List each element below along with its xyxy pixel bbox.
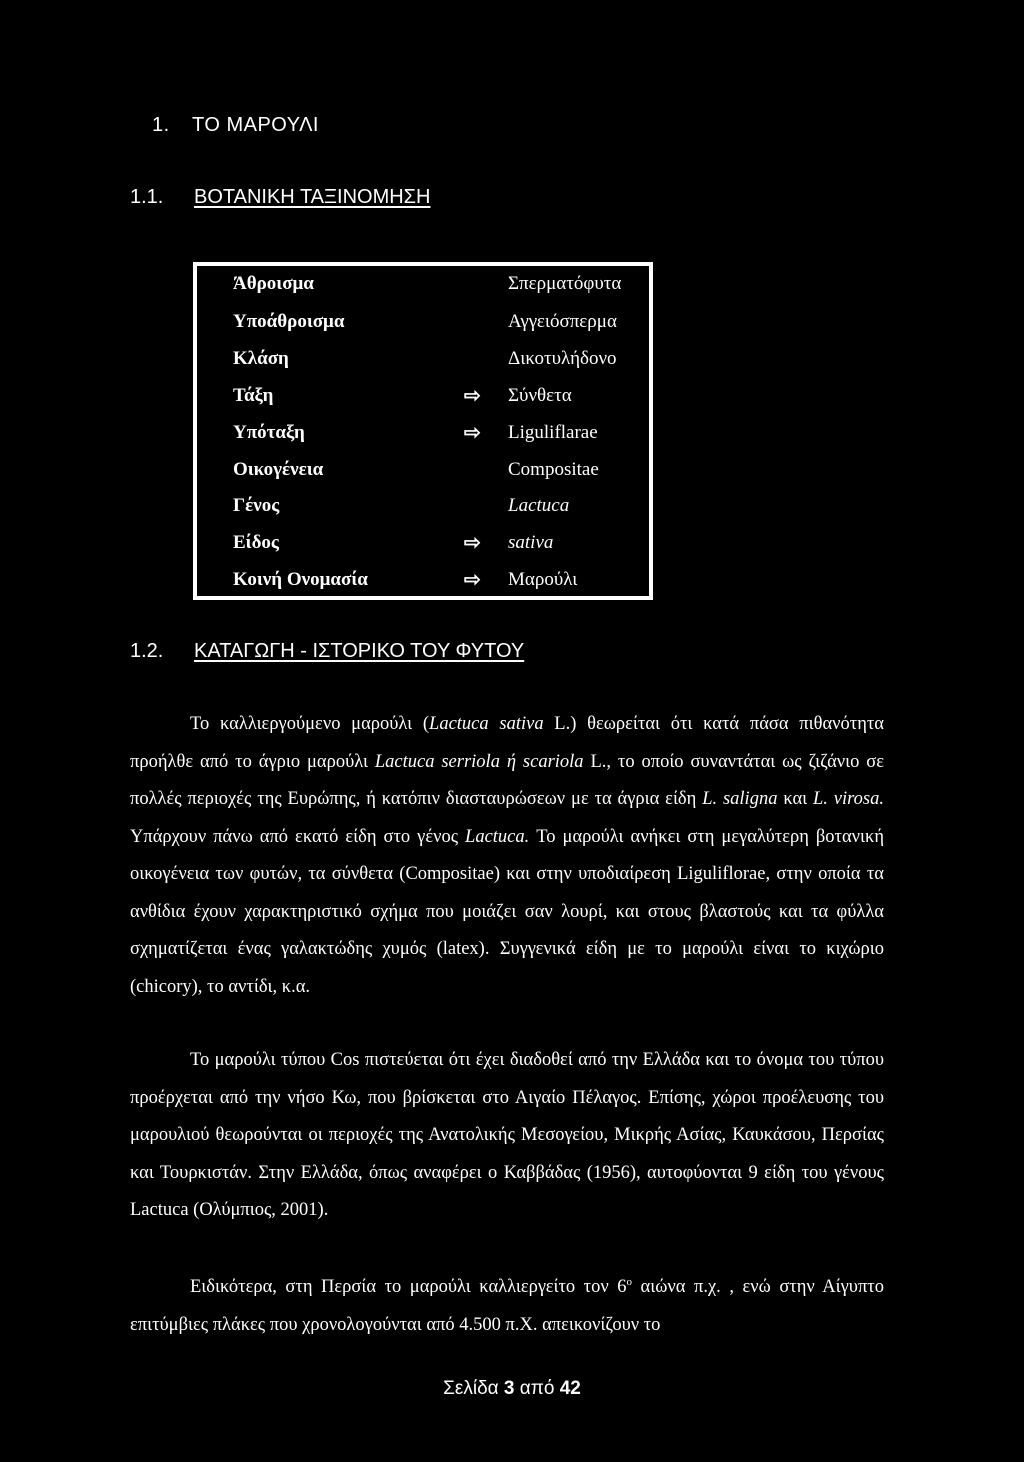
section-title: ΒΟΤΑΝΙΚΗ ΤΑΞΙΝΟΜΗΣΗ bbox=[194, 186, 431, 208]
page-number: 3 bbox=[503, 1378, 515, 1399]
text-run: Ειδικότερα, στη Περσία το μαρούλι καλλιεργείτο τον 6 bbox=[190, 1277, 627, 1298]
paragraph-history bbox=[130, 1264, 884, 1344]
page-total: 42 bbox=[559, 1378, 581, 1399]
superscript: ο bbox=[626, 1276, 633, 1288]
taxonomy-value: Δικοτυλήδονο bbox=[508, 348, 617, 369]
taxonomy-rank: Άθροισμα bbox=[233, 273, 314, 294]
taxonomy-row bbox=[233, 419, 643, 447]
taxonomy-box bbox=[193, 262, 653, 600]
taxonomy-rank: Υπόταξη bbox=[233, 422, 305, 443]
taxonomy-rank: Γένος bbox=[233, 495, 280, 516]
section-heading-origin bbox=[130, 640, 524, 663]
arrow-right-icon: ⇨ bbox=[464, 422, 481, 444]
section-heading-taxonomy bbox=[130, 186, 430, 209]
italic-run: Lactuca. bbox=[465, 826, 530, 847]
chapter-number: 1. bbox=[152, 114, 170, 136]
section-title: ΚΑΤΑΓΩΓΗ - ΙΣΤΟΡΙΚΟ ΤΟΥ ΦΥΤΟΥ bbox=[194, 640, 525, 662]
taxonomy-value: Αγγειόσπερμα bbox=[508, 311, 617, 332]
footer-prefix: Σελίδα bbox=[443, 1378, 504, 1399]
taxonomy-row bbox=[233, 566, 643, 594]
taxonomy-rank: Είδος bbox=[233, 532, 279, 553]
section-number: 1.2. bbox=[130, 640, 164, 662]
arrow-right-icon: ⇨ bbox=[464, 569, 481, 591]
taxonomy-rank: Υποάθροισμα bbox=[233, 311, 345, 332]
taxonomy-value: Σύνθετα bbox=[508, 385, 572, 406]
paragraph-cos: Το μαρούλι τύπου Cos πιστεύεται ότι έχει διαδοθεί από την Ελλάδα και το όνομα του τύπου προέρχεται από την νήσο Κω, που βρίσκεται στο Αιγαίο Πέλαγος. Επίσης, χώροι προέλευσης του μαρουλιού θεωρούνται οι περιοχές της Ανατολικής Μεσογείου, Μικρής Ασίας, Καυκάσου, Περσίας και Τουρκιστάν. Στην Ελλάδα, όπως αναφέρει ο Καββάδας (1956), αυτοφύονται 9 είδη του γένους Lactuca (Ολύμπιος, 2001). bbox=[130, 1050, 884, 1220]
section-number: 1.1. bbox=[130, 186, 164, 208]
paragraph-origin bbox=[130, 706, 884, 1006]
taxonomy-value: Μαρούλι bbox=[508, 569, 578, 590]
taxonomy-rank: Κλάση bbox=[233, 348, 289, 369]
italic-run: Lactuca sativa bbox=[429, 714, 544, 734]
taxonomy-row bbox=[233, 345, 643, 373]
italic-run: L. virosa. bbox=[813, 789, 884, 809]
chapter-heading bbox=[152, 114, 319, 137]
italic-run: Lactuca serriola ή scariola bbox=[374, 751, 584, 772]
taxonomy-row bbox=[233, 529, 643, 557]
text-run: Το μαρούλι ανήκει στη μεγαλύτερη βοτανική οικογένεια των φυτών, τα σύνθετα (Compositae) και στην υποδιαίρεση Liguliflorae, στην οποία τα ανθίδια έχουν χαρακτηριστικό σχήμα που μοιάζει σαν λουρί, και στους βλαστούς και τα φύλλα σχηματίζεται ένας γαλακτώδης χυμός (latex). Συγγενικά είδη με το μαρούλι είναι το κιχώριο (chicory), το αντίδι, κ.α. bbox=[130, 826, 884, 997]
page-footer bbox=[0, 1378, 1024, 1400]
taxonomy-value: sativa bbox=[508, 532, 554, 553]
text-run: Υπάρχουν πάνω από εκατό είδη στο γένος bbox=[130, 826, 466, 847]
taxonomy-row bbox=[233, 270, 643, 298]
text-run: και bbox=[777, 789, 814, 809]
taxonomy-rank: Κοινή Ονομασία bbox=[233, 569, 368, 590]
taxonomy-value: Compositae bbox=[508, 459, 599, 480]
chapter-title: ΤΟ ΜΑΡΟΥΛΙ bbox=[192, 114, 319, 136]
footer-middle: από bbox=[514, 1378, 560, 1399]
taxonomy-row bbox=[233, 456, 643, 484]
text-run: L.) θεωρείται ότι κατά πάσα πιθανότητα προήλθε από το άγριο μαρούλι bbox=[130, 714, 885, 772]
taxonomy-row bbox=[233, 308, 643, 336]
taxonomy-value: Σπερματόφυτα bbox=[508, 273, 622, 294]
taxonomy-value: Lactuca bbox=[508, 495, 570, 516]
taxonomy-row bbox=[233, 382, 643, 410]
taxonomy-rank: Οικογένεια bbox=[233, 459, 324, 480]
text-run: L., το οποίο συναντάται ως ζιζάνιο σε πολλές περιοχές της Ευρώπης, ή κατόπιν διασταυρώσεων με τα άγρια είδη bbox=[130, 751, 884, 809]
taxonomy-rank: Τάξη bbox=[233, 385, 274, 406]
text-run: αιώνα π.χ. , ενώ στην Αίγυπτο επιτύμβιες πλάκες που χρονολογούνται από 4.500 π.Χ. απεικονίζουν το bbox=[130, 1277, 884, 1335]
text-run: Το καλλιεργούμενο μαρούλι ( bbox=[190, 714, 430, 734]
arrow-right-icon: ⇨ bbox=[464, 532, 481, 554]
taxonomy-row bbox=[233, 492, 643, 520]
arrow-right-icon: ⇨ bbox=[464, 385, 481, 407]
taxonomy-value: Liguliflarae bbox=[508, 422, 598, 443]
italic-run: L. saligna bbox=[702, 789, 778, 809]
